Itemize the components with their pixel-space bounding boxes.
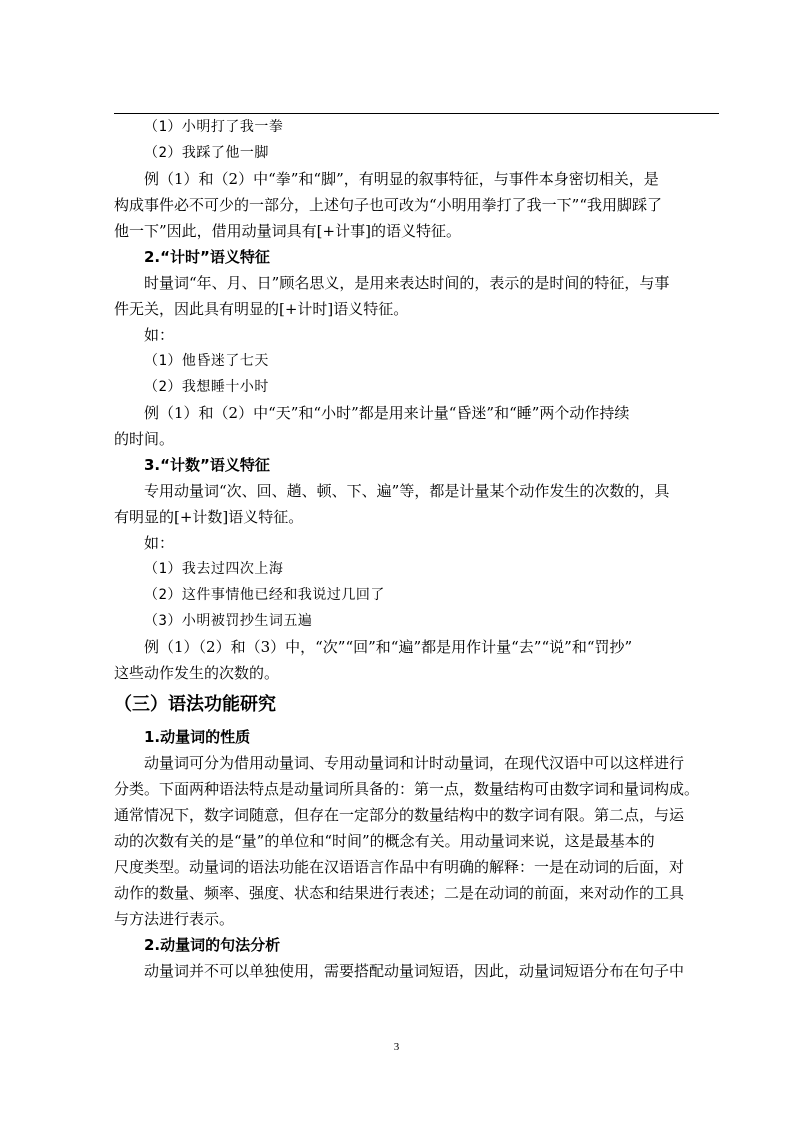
paragraph-line: 专用动量词“次、回、趟、顿、下、遍”等，都是计量某个动作发生的次数的，具 — [144, 482, 670, 500]
subsection-heading: 3.“计数”语义特征 — [144, 456, 270, 474]
paragraph-line: 动的次数有关的是“量”的单位和“时间”的概念有关。用动量词来说，这是最基本的 — [114, 832, 655, 850]
paragraph-line: 例（1）（2）和（3）中，“次”“回”和“遍”都是用作计量“去”“说”和“罚抄” — [144, 638, 633, 656]
document-body — [114, 114, 719, 984]
example-line: （2）我踩了他一脚 — [144, 145, 269, 161]
paragraph-line: 例（1）和（2）中“天”和“小时”都是用来计量“昏迷”和“睡”两个动作持续 — [144, 404, 630, 422]
paragraph-line: 的时间。 — [114, 430, 175, 448]
paragraph-line: 构成事件必不可少的一部分，上述句子也可改为“小明用拳打了我一下”“我用脚踩了 — [114, 196, 663, 214]
paragraph-line: 动量词可分为借用动量词、专用动量词和计时动量词，在现代汉语中可以这样进行 — [144, 754, 685, 772]
example-line: （1）小明打了我一拳 — [144, 119, 284, 135]
paragraph-line: 有明显的[+计数]语义特征。 — [114, 508, 304, 526]
paragraph-line: 与方法进行表示。 — [114, 910, 235, 928]
paragraph-line: 动作的数量、频率、强度、状态和结果进行表述；二是在动词的前面，来对动作的工具 — [114, 884, 685, 902]
paragraph-line: 他一下”因此，借用动量词具有[+计事]的语义特征。 — [114, 222, 461, 240]
paragraph-line: 通常情况下，数字词随意，但存在一定部分的数量结构中的数字词有限。第二点，与运 — [114, 806, 685, 824]
page-number: 3 — [393, 1041, 400, 1053]
subsection-heading: 2.“计时”语义特征 — [144, 248, 270, 266]
subsection-heading: 2.动量词的句法分析 — [144, 936, 281, 954]
paragraph-line: 动量词并不可以单独使用，需要搭配动量词短语，因此，动量词短语分布在句子中 — [144, 962, 685, 980]
example-line: （1）我去过四次上海 — [144, 561, 284, 577]
paragraph-line: 例（1）和（2）中“拳”和“脚”，有明显的叙事特征，与事件本身密切相关，是 — [144, 170, 659, 188]
paragraph-line: 件无关，因此具有明显的[+计时]语义特征。 — [114, 300, 409, 318]
paragraph-line: 分类。下面两种语法特点是动量词所具备的：第一点，数量结构可由数字词和量词构成。 — [114, 780, 700, 798]
example-line: （2）这件事情他已经和我说过几回了 — [144, 587, 385, 603]
paragraph-line: 如： — [144, 326, 175, 344]
example-line: （3）小明被罚抄生词五遍 — [144, 613, 313, 629]
paragraph-line: 这些动作发生的次数的。 — [114, 664, 280, 682]
paragraph-line: 尺度类型。动量词的语法功能在汉语语言作品中有明确的解释：一是在动词的后面，对 — [114, 858, 685, 876]
example-line: （2）我想睡十小时 — [144, 379, 269, 395]
section-heading: （三）语法功能研究 — [114, 694, 276, 715]
subsection-heading: 1.动量词的性质 — [144, 728, 251, 746]
paragraph-line: 如： — [144, 534, 175, 552]
paragraph-line: 时量词“年、月、日”顾名思义，是用来表达时间的，表示的是时间的特征，与事 — [144, 274, 670, 292]
example-line: （1）他昏迷了七天 — [144, 353, 269, 369]
